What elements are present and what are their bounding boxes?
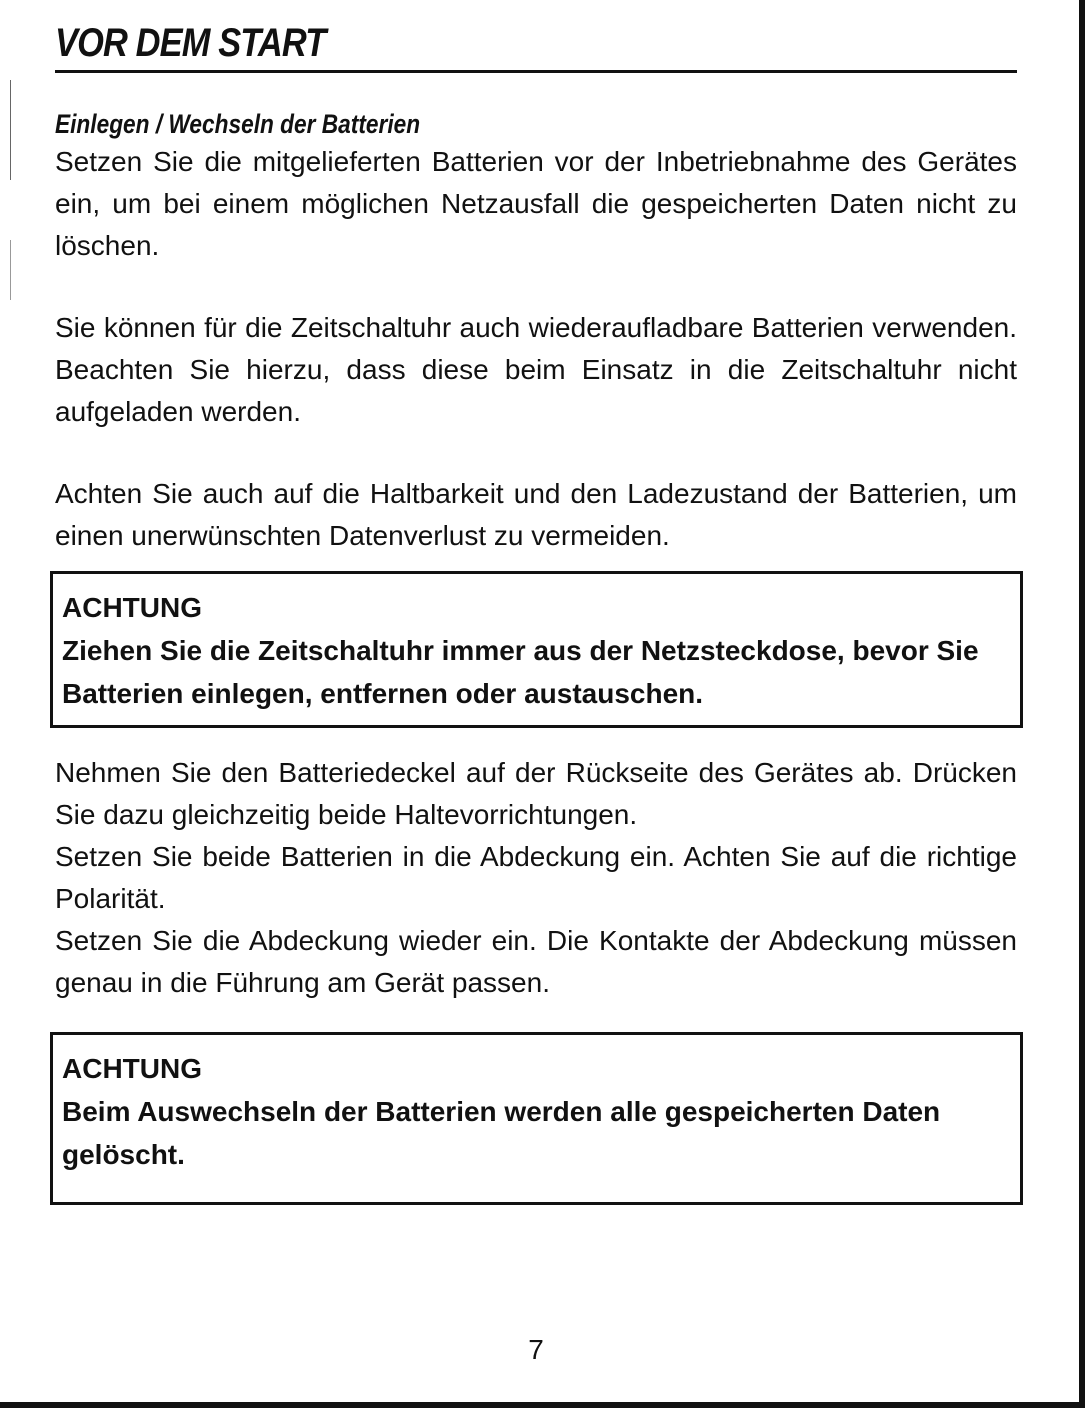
warning-title: ACHTUNG — [62, 592, 202, 623]
page-number: 7 — [528, 1334, 544, 1365]
page-border-right — [1079, 0, 1085, 1408]
section-subheading: Einlegen / Wechseln der Batterien — [55, 109, 421, 139]
paragraph-intro: Setzen Sie die mitgelieferten Batterien vor der Inbetriebnahme des Gerätes ein, um bei einem möglichen Netzausfall die gespeicherten Daten nicht zu löschen. — [55, 146, 1017, 261]
warning-text: Beim Auswechseln der Batterien werden alle gespeicherten Daten gelöscht. — [62, 1096, 941, 1170]
warning-title: ACHTUNG — [62, 1053, 202, 1084]
title-underline — [55, 70, 1017, 73]
instruction-insert-batteries: Setzen Sie beide Batterien in die Abdeckung ein. Achten Sie auf die richtige Polarität. — [55, 841, 1017, 914]
warning-box-data-loss — [50, 1032, 1023, 1205]
warning-text: Ziehen Sie die Zeitschaltuhr immer aus der Netzsteckdose, bevor Sie Batterien einlegen, entfernen oder austauschen. — [62, 635, 979, 709]
page-content — [55, 18, 1017, 1205]
scan-edge-mark — [10, 80, 11, 180]
page-border-bottom — [0, 1402, 1085, 1408]
instruction-replace-cover: Setzen Sie die Abdeckung wieder ein. Die Kontakte der Abdeckung müssen genau in die Führung am Gerät passen. — [55, 925, 1017, 998]
paragraph-battery-care: Achten Sie auch auf die Haltbarkeit und den Ladezustand der Batterien, um einen unerwünschten Datenverlust zu vermeiden. — [55, 478, 1017, 551]
paragraph-rechargeable: Sie können für die Zeitschaltuhr auch wiederaufladbare Batterien verwenden. Beachten Sie hierzu, dass diese beim Einsatz in die Zeitschaltuhr nicht aufgeladen werden. — [55, 312, 1017, 427]
instruction-remove-cover: Nehmen Sie den Batteriedeckel auf der Rückseite des Gerätes ab. Drücken Sie dazu gleichzeitig beide Haltevorrichtungen. — [55, 757, 1017, 830]
scan-edge-mark — [10, 240, 11, 300]
page-title: VOR DEM START — [55, 21, 326, 65]
warning-box-unplug — [50, 571, 1023, 728]
